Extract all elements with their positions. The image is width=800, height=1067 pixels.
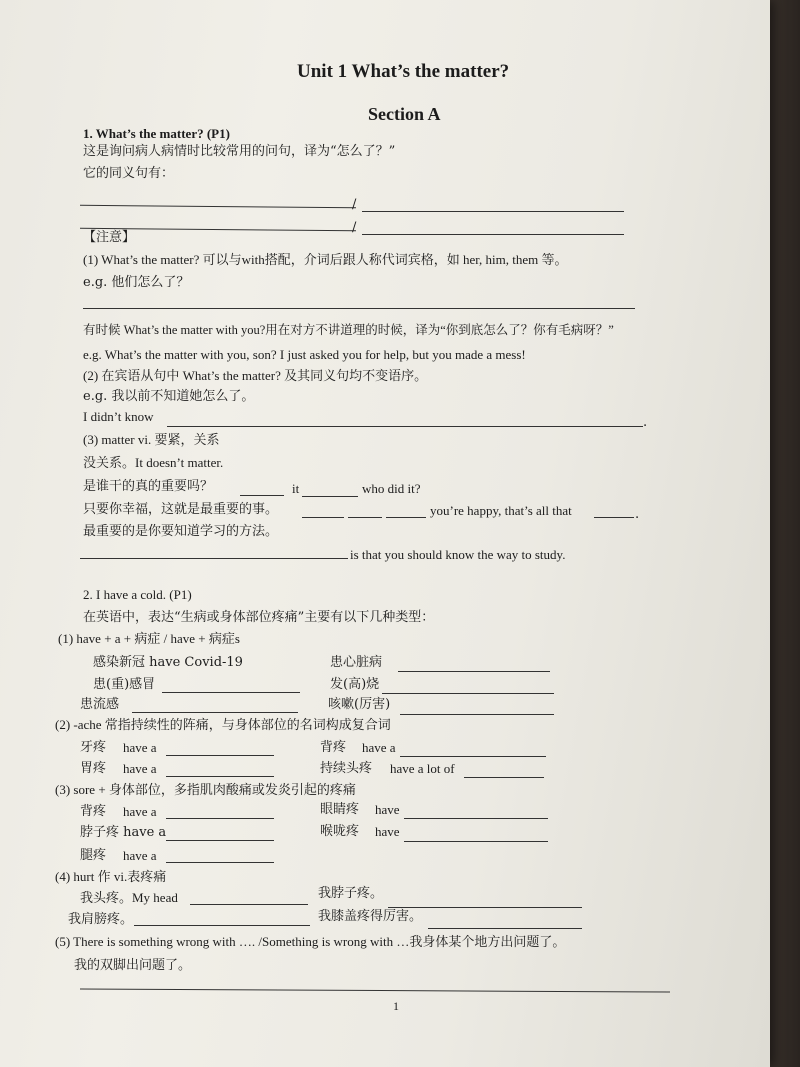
have-a: have a xyxy=(123,740,157,755)
blank-line xyxy=(166,840,274,841)
blank-line xyxy=(348,517,382,518)
cough: 咳嗽(厉害) xyxy=(328,697,391,712)
blank-line xyxy=(80,558,348,559)
important-cn: 最重要的是你要知道学习的方法。 xyxy=(83,524,279,539)
blank-line xyxy=(382,693,554,694)
blank-line xyxy=(594,517,634,518)
blank-line xyxy=(400,714,554,715)
throat: 喉咙疼 xyxy=(320,824,360,839)
note-2: (2) 在宾语从句中 What’s the matter? 及其同义句均不变语序。 xyxy=(83,368,428,383)
have-a: have a xyxy=(123,848,157,863)
fever: 发(高)烧 xyxy=(330,677,380,692)
q2-intro: 在英语中，表达“生病或身体部位疼痛”主要有以下几种类型： xyxy=(83,610,435,625)
who-cn: 是谁干的真的重要吗？ xyxy=(83,479,214,494)
period: . xyxy=(635,507,640,522)
leg: 腿疼 xyxy=(80,848,107,863)
type-4: (4) hurt 作 vi.表疼痛 xyxy=(55,869,167,884)
knee: 我膝盖疼得厉害。 xyxy=(318,909,423,924)
have-a: have a xyxy=(362,740,396,755)
blank-line xyxy=(166,862,274,863)
neck-hurt: 我脖子疼。 xyxy=(318,886,384,901)
stomach: 胃疼 xyxy=(80,761,107,776)
blank-line xyxy=(398,671,550,672)
blank-line xyxy=(404,818,548,819)
who-did-it: who did it? xyxy=(362,481,421,496)
blank-line xyxy=(400,756,546,757)
is-that: is that you should know the way to study. xyxy=(350,547,566,562)
note-3: (3) matter vi. 要紧，关系 xyxy=(83,432,220,447)
blank-line xyxy=(302,517,344,518)
blank-line xyxy=(362,234,624,235)
no-matter: 没关系。It doesn’t matter. xyxy=(83,455,224,470)
blank-line xyxy=(428,928,582,929)
page-title: Unit 1 What’s the matter? xyxy=(297,61,510,82)
back: 背疼 xyxy=(320,740,347,755)
blank-line xyxy=(388,907,582,908)
blank-line xyxy=(134,925,310,926)
type-3: (3) sore + 身体部位，多指肌肉酸痛或发炎引起的疼痛 xyxy=(55,782,356,797)
blank-line xyxy=(190,904,308,905)
q1-desc: 这是询问病人病情时比较常用的问句，译为“怎么了？” xyxy=(83,144,396,159)
blank-line xyxy=(83,308,635,309)
have-a-lot-of: have a lot of xyxy=(390,761,455,776)
blank-line xyxy=(80,205,356,208)
page-number: 1 xyxy=(393,999,399,1013)
cold: 患(重)感冒 xyxy=(93,677,156,692)
period: . xyxy=(643,415,648,430)
shoulder: 我肩膀疼。 xyxy=(68,912,134,927)
blank-line xyxy=(166,818,274,819)
type-1: (1) have + a + 病症 / have + 病症s xyxy=(58,631,240,646)
section-title: Section A xyxy=(368,104,441,124)
happy-cn: 只要你幸福，这就是最重要的事。 xyxy=(83,502,279,517)
have: have xyxy=(375,824,400,839)
headache-cn: 持续头疼 xyxy=(320,761,373,776)
my-head: 我头疼。My head xyxy=(80,890,178,905)
heart: 患心脏病 xyxy=(330,655,383,670)
have-a: have a xyxy=(123,804,157,819)
back2: 背疼 xyxy=(80,804,107,819)
eg-1: e.g. 他们怎么了？ xyxy=(83,275,190,290)
note-1: (1) What’s the matter? 可以与with搭配，介词后跟人称代词宾格，如 her, him, them 等。 xyxy=(83,252,568,267)
blank-line xyxy=(132,712,298,713)
note-label: 【注意】 xyxy=(83,230,136,245)
q2-heading: 2. I have a cold. (P1) xyxy=(83,587,192,602)
blank-line xyxy=(167,426,643,427)
blank-line xyxy=(404,841,548,842)
slash: / xyxy=(352,220,357,235)
q1-heading: 1. What’s the matter? (P1) xyxy=(83,126,230,141)
slash: / xyxy=(352,197,357,212)
eg-2: e.g. What’s the matter with you, son? I just asked you for help, but you made a mess! xyxy=(83,347,526,362)
i-didnt-know: I didn’t know xyxy=(83,409,154,424)
blank-line xyxy=(464,777,544,778)
flu: 患流感 xyxy=(80,697,120,712)
tooth: 牙疼 xyxy=(80,740,107,755)
have: have xyxy=(375,802,400,817)
blank-line xyxy=(80,988,670,992)
eyes: 眼睛疼 xyxy=(320,802,360,817)
blank-line xyxy=(240,495,284,496)
blank-line xyxy=(362,211,624,212)
q1-synonym-label: 它的同义句有： xyxy=(83,166,175,181)
eg-3: e.g. 我以前不知道她怎么了。 xyxy=(83,389,255,404)
blank-line xyxy=(386,517,426,518)
blank-line xyxy=(162,692,300,693)
word-it: it xyxy=(292,481,300,496)
neck: 脖子疼 have a xyxy=(80,825,167,840)
blank-line xyxy=(166,776,274,777)
covid: 感染新冠 have Covid-19 xyxy=(93,655,243,670)
have-a: have a xyxy=(123,761,157,776)
youre-happy: you’re happy, that’s all that xyxy=(430,503,572,518)
type-2: (2) -ache 常指持续性的阵痛，与身体部位的名词构成复合词 xyxy=(55,717,391,732)
type-5: (5) There is something wrong with …. /Something is wrong with …我身体某个地方出问题了。 xyxy=(55,934,566,949)
feet: 我的双脚出问题了。 xyxy=(74,958,192,973)
blank-line xyxy=(166,755,274,756)
blank-line xyxy=(302,496,358,497)
sometimes-text: 有时候 What’s the matter with you?用在对方不讲道理的时候，译为“你到底怎么了？你有毛病呀？” xyxy=(83,323,614,337)
